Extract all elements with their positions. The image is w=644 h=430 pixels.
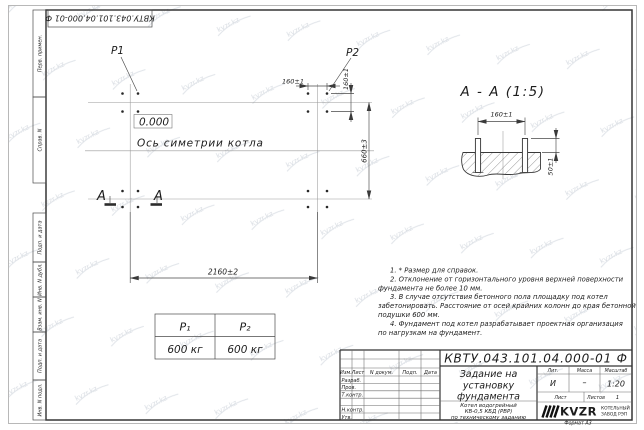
dim-160-top-label: 160±1 bbox=[282, 77, 304, 86]
col-data: Дата bbox=[424, 370, 437, 377]
notes-block bbox=[378, 267, 636, 337]
dim-2160-label: 2160±2 bbox=[207, 267, 239, 277]
masshtab-label: Масштаб bbox=[604, 368, 628, 374]
lit-label: Лит. bbox=[547, 368, 559, 374]
note-line: подушки 600 мм. bbox=[378, 311, 440, 319]
row-nkontr: Н.контр. bbox=[341, 407, 364, 414]
note-line: 1. * Размер для справок. bbox=[390, 266, 479, 275]
load-table-header-p1: P₁ bbox=[179, 320, 191, 334]
col-podp: Подп. bbox=[402, 370, 418, 377]
col-izm: Изм. bbox=[340, 370, 352, 377]
note-line: по нагрузкам на фундамент. bbox=[378, 328, 483, 337]
margin-label-inv-n-dubl: Инв. N дубл. bbox=[37, 263, 44, 296]
p2-label: P2 bbox=[346, 47, 360, 59]
margin-label-perv-primen: Перв. примен. bbox=[37, 34, 44, 73]
massa-label: Масса bbox=[576, 368, 593, 374]
row-tkontr: Т.контр. bbox=[341, 392, 364, 399]
load-table-value-p2: 600 кг bbox=[227, 344, 263, 356]
load-table-header-p2: P₂ bbox=[239, 320, 251, 334]
row-utv: Утв. bbox=[341, 414, 352, 421]
note-line: 4. Фундамент под котел разрабатывает проектная организация bbox=[390, 319, 623, 328]
col-list: Лист bbox=[351, 370, 365, 377]
format-label: Формат А3 bbox=[564, 421, 592, 427]
note-line: фундамента не более 10 мм. bbox=[378, 284, 483, 293]
margin-label-inv-n-podl: Инв. N подл. bbox=[37, 383, 44, 417]
doc-title-line: фундамента bbox=[457, 391, 520, 403]
note-line: забетонировать. Расстояние от осей крайних колонн до края бетонной bbox=[378, 302, 636, 311]
section-dim-50-label: 50±1 bbox=[546, 157, 555, 176]
margin-label-podp-data-2: Подп. и дата bbox=[37, 338, 44, 374]
elevation-label: 0.000 bbox=[139, 116, 170, 129]
row-prov: Пров. bbox=[341, 385, 357, 392]
massa-value: – bbox=[582, 378, 587, 387]
margin-label-vzam-inv-n: Взам. инв. N bbox=[37, 298, 44, 331]
product-line: по техническому заданию bbox=[451, 414, 526, 421]
dim-660-label: 660±3 bbox=[360, 139, 369, 163]
note-line: 2. Отклонение от горизонтального уровня верхней поверхности bbox=[390, 275, 624, 284]
axis-of-symmetry-label: Ось симетрии котла bbox=[137, 137, 264, 150]
margin-label-sprav-n: Справ. N bbox=[37, 128, 44, 152]
company-name-line: КОТЕЛЬНЫЙ bbox=[601, 406, 630, 412]
corner-stamp-text: КВТУ.043.101.04.000-01 Ф bbox=[45, 13, 155, 23]
product-line: Котел водогрейный bbox=[460, 403, 517, 409]
p1-label: P1 bbox=[111, 45, 125, 57]
margin-label-podp-data-1: Подп. и дата bbox=[37, 220, 44, 255]
listov-value: 1 bbox=[615, 395, 620, 402]
section-letter-right: А bbox=[154, 189, 163, 204]
listov-label: Листов bbox=[587, 396, 605, 402]
load-table-value-p1: 600 кг bbox=[167, 344, 203, 356]
section-view-title: А - А (1:5) bbox=[460, 84, 546, 100]
note-line: 3. В случае отсутствия бетонного пола площадку под котел bbox=[390, 293, 608, 302]
company-name-line: ЗАВОД РЭП bbox=[601, 412, 628, 418]
drawing-designation: КВТУ.043.101.04.000-01 Ф bbox=[444, 351, 628, 366]
list-label: Лист bbox=[554, 396, 567, 402]
doc-title-line: Задание на bbox=[459, 369, 518, 380]
doc-title-line: установку bbox=[462, 380, 515, 392]
section-dim-160-label: 160±1 bbox=[490, 110, 513, 119]
kvzr-logo-text: KVZR bbox=[559, 404, 598, 419]
row-razrab: Разраб. bbox=[341, 377, 362, 384]
masshtab-value: 1:20 bbox=[607, 379, 625, 389]
col-ndoc: N докум. bbox=[369, 370, 394, 377]
section-letter-left: А bbox=[97, 189, 106, 204]
dim-160-side-label: 160±1 bbox=[342, 68, 350, 90]
product-line: КВ-0,5 КБД (РВР) bbox=[464, 409, 513, 415]
lit-value: И bbox=[550, 379, 556, 388]
